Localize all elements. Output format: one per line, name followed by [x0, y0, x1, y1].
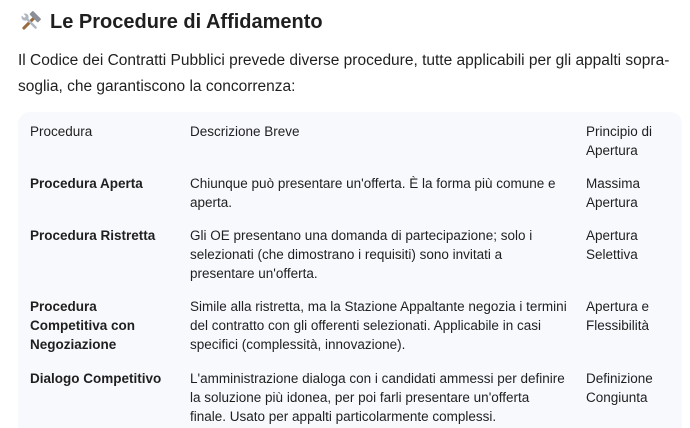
cell-line: Apertura: [586, 195, 638, 210]
section-title: Le Procedure di Affidamento: [50, 10, 323, 33]
cell-line: Competitiva con: [30, 318, 136, 333]
cell-line: L'amministrazione dialoga con i candidati ammessi per definire: [190, 371, 565, 386]
cell-principle: [586, 369, 676, 407]
cell-line: Apertura e: [586, 299, 650, 314]
cell-line: Procedura Ristretta: [30, 228, 156, 243]
cell-line: Definizione: [586, 371, 653, 386]
hammer-and-wrench-icon: [18, 10, 42, 34]
cell-line: Chiunque può presentare un'offerta. È la forma più comune e: [190, 176, 556, 191]
section-heading: [18, 10, 323, 34]
header-principle: [586, 122, 676, 160]
cell-line: Flessibilità: [586, 318, 650, 333]
intro-line: Il Codice dei Contratti Pubblici prevede diverse procedure, tutte applicabili per gli appalti sopra-: [18, 52, 670, 69]
intro-line: soglia, che garantiscono la concorrenza:: [18, 78, 296, 95]
cell-line: finale. Usato per appalti particolarmente complessi.: [190, 409, 497, 424]
cell-line: Congiunta: [586, 390, 648, 405]
cell-line: Procedura Aperta: [30, 176, 143, 191]
procedures-table: [18, 112, 682, 428]
header-description: Descrizione Breve: [190, 124, 300, 139]
cell-line: presentare un'offerta.: [190, 266, 318, 281]
cell-line: del contratto con gli offerenti selezionati. Applicabile in casi: [190, 318, 541, 333]
header-principle-line: Apertura: [586, 143, 638, 158]
cell-line: aperta.: [190, 195, 233, 210]
cell-line: Gli OE presentano una domanda di partecipazione; solo i: [190, 228, 533, 243]
cell-line: Simile alla ristretta, ma la Stazione Appaltante negozia i termini: [190, 299, 567, 314]
cell-procedure: [30, 226, 180, 245]
cell-description: [190, 174, 580, 212]
cell-line: specifici (complessità, innovazione).: [190, 337, 406, 352]
cell-line: Procedura: [30, 299, 97, 314]
cell-procedure: [30, 297, 180, 354]
cell-principle: [586, 297, 676, 335]
cell-line: Negoziazione: [30, 337, 117, 352]
cell-principle: [586, 226, 676, 264]
cell-line: Apertura: [586, 228, 638, 243]
cell-principle: [586, 174, 676, 212]
cell-description: [190, 226, 580, 283]
cell-line: Massima: [586, 176, 641, 191]
header-procedure: Procedura: [30, 124, 93, 139]
cell-line: la soluzione più idonea, per poi farli presentare un'offerta: [190, 390, 530, 405]
header-principle-line: Principio di: [586, 124, 653, 139]
cell-line: Dialogo Competitivo: [30, 371, 162, 386]
cell-procedure: [30, 174, 180, 193]
cell-line: selezionati (che dimostrano i requisiti) sono invitati a: [190, 247, 503, 262]
cell-description: [190, 369, 580, 426]
intro-paragraph: [18, 48, 678, 100]
cell-description: [190, 297, 580, 354]
cell-procedure: [30, 369, 180, 388]
cell-line: Selettiva: [586, 247, 638, 262]
